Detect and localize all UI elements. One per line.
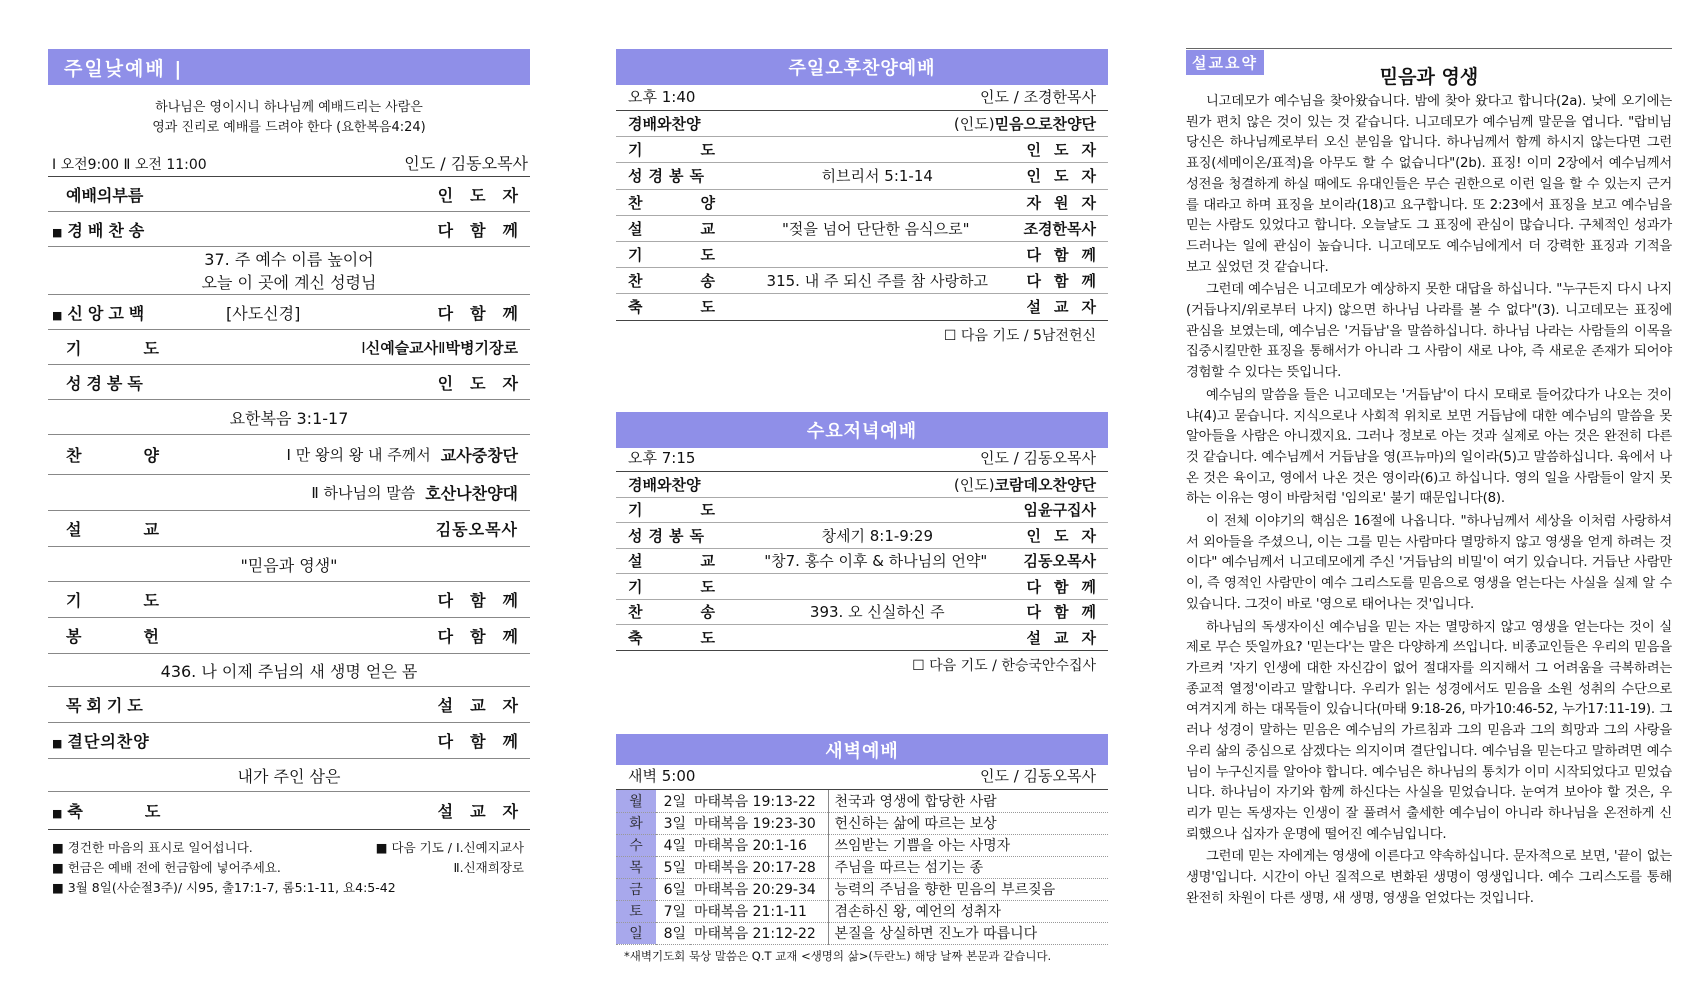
row-label: 예배의부름 (66, 185, 144, 205)
row-right: 코람데오찬양단 (994, 475, 1096, 494)
order-reading (48, 365, 535, 400)
note-2-right: Ⅱ.신재희장로 (453, 860, 524, 875)
wednesday-time-bar (616, 448, 1108, 472)
dawn-day: 금 (616, 878, 656, 900)
dawn-time-bar (616, 765, 1108, 790)
row-right: 설교자 (1026, 298, 1109, 317)
row-right: 인도자 (1026, 167, 1109, 186)
hymn-1-line-1: 37. 주 예수 이름 높이어 (204, 249, 374, 269)
dawn-passage: 마태복음 19:13-22 (690, 790, 828, 812)
bullet-icon: ■ (52, 737, 64, 750)
wednesday-footer: ☐ 다음 기도 / 한승국안수집사 (912, 657, 1096, 674)
dawn-leader: 인도 / 김동오목사 (979, 767, 1096, 785)
order-row (616, 472, 1108, 498)
row-right-prefix: (인도) (953, 115, 995, 134)
dawn-title: 본질을 상실하면 진노가 따릅니다 (828, 922, 1108, 944)
dawn-schedule-table (616, 790, 1108, 945)
row-label: 목회기도 (66, 696, 148, 715)
order-row (616, 549, 1108, 575)
row-label: 축도 (628, 298, 773, 317)
dawn-time: 새벽 5:00 (628, 767, 696, 785)
dawn-date: 3일 (656, 812, 690, 834)
dawn-title: 주님을 따르는 섬기는 종 (828, 856, 1108, 878)
row-right-cell (1024, 499, 1108, 520)
wednesday-time: 오후 7:15 (628, 449, 696, 467)
row-right-cell (1027, 296, 1108, 317)
dawn-passage: 마태복음 21:1-11 (690, 900, 828, 922)
order-prayer (48, 330, 530, 365)
intro-line-1: 하나님은 영이시니 하나님께 예배드리는 사람은 (155, 100, 423, 115)
sermon-title: "믿음과 영생" (48, 547, 530, 582)
row-label: 기도 (66, 591, 221, 610)
row-right: 믿음으로찬양단 (994, 115, 1096, 134)
wednesday-header: 수요저녁예배 (616, 412, 1108, 448)
dawn-date: 2일 (656, 790, 690, 812)
afternoon-time: 오후 1:40 (628, 88, 696, 106)
dawn-day: 토 (616, 900, 656, 922)
prayer-first: 신예슬교사 (365, 338, 439, 357)
dawn-day: 일 (616, 922, 656, 944)
order-row (616, 111, 1108, 137)
order-sermon (48, 511, 530, 547)
dawn-row (616, 834, 1108, 856)
sermon-label: 설교요약 (1186, 50, 1264, 75)
row-right: 다함께 (1026, 603, 1109, 622)
sermon-paragraph: 그런데 예수님은 니고데모가 예상하지 못한 대답을 하십니다. "누구든지 다시 나지(거듭나지/위로부터 나지) 않으면 하나님 나라를 볼 수 없다"(3). 니고데모는 표징에 관심을 보였는데, 예수님은 '거듭남'을 말씀하십니다. 하나님 나라는 사람들의 이목을 집중시킬만한 표징을 통해서가 아니라 그 사람이 새로 나야, 즉 새로운 존재가 되어야 경험할 수 있다는 뜻입니다. (1186, 282, 1672, 381)
row-label: 축도 (628, 628, 773, 647)
order-creed (48, 295, 535, 330)
row-mid: "창7. 홍수 이후 & 하나님의 언약" (764, 552, 988, 571)
row-right-cell (1024, 550, 1108, 571)
prayer-first-marker: Ⅰ (361, 338, 366, 357)
row-label: 찬양 (628, 193, 773, 212)
row-label: 성경봉독 (628, 526, 710, 545)
row-label: 설교 (66, 520, 221, 539)
dawn-row (616, 856, 1108, 878)
row-right: 다함께 (437, 732, 535, 751)
dawn-passage: 마태복음 20:29-34 (690, 878, 828, 900)
dawn-row (616, 812, 1108, 834)
order-prayer-2 (48, 582, 535, 618)
row-label: 찬양 (66, 446, 221, 465)
dawn-row (616, 900, 1108, 922)
dawn-date: 4일 (656, 834, 690, 856)
hymn-2: 436. 나 이제 주님의 새 생명 얻은 몸 (48, 654, 530, 687)
order-benediction (48, 792, 535, 830)
dawn-title: 천국과 영생에 합당한 사람 (828, 790, 1108, 812)
order-offering (48, 618, 535, 654)
sermon-paragraph: 이 전체 이야기의 핵심은 16절에 나옵니다. "하나님께서 세상을 이처럼 사랑하셔서 외아들을 주셨으니, 이는 그를 믿는 사람마다 멸망하지 않고 영생을 얻게 하려는 것이다" 예수님께서 니고데모에게 주신 '거듭남의 비밀'이 여기 있습니다. 거듭난 사람만이, 즉 영적인 사람만이 예수 그리스도를 믿음으로 영생을 얻는다는 사실을 실제 알 수 있습니다. 그것이 바로 '영으로 태어나는 것'입니다. (1186, 514, 1672, 612)
order-row (616, 242, 1108, 268)
order-anthem (48, 435, 530, 475)
note-3: 3월 8일(사순절3주)/ 시95, 출17:1-7, 롬5:1-11, 요4:5-42 (67, 880, 396, 895)
sermon-summary-title: 믿음과 영생 (1379, 66, 1479, 88)
dawn-date: 6일 (656, 878, 690, 900)
row-label: 기도 (628, 141, 773, 160)
dawn-title: 능력의 주님을 향한 믿음의 부르짖음 (828, 878, 1108, 900)
row-mid: Ⅱ 하나님의 말씀 (311, 484, 416, 502)
dawn-day: 수 (616, 834, 656, 856)
row-right: 다함께 (437, 627, 535, 646)
hymn-1-line-2: 오늘 이 곳에 계신 성령님 (201, 272, 377, 292)
row-right: 인도자 (1026, 526, 1109, 545)
row-mid: 393. 오 신실하신 주 (809, 603, 945, 622)
order-row (616, 190, 1108, 216)
service-times (48, 153, 530, 177)
hymn-1 (48, 247, 530, 295)
sermon-body (1186, 92, 1672, 909)
dawn-note: *새벽기도회 묵상 말씀은 Q.T 교재 <생명의 삶>(두란노) 해당 날짜 본문과 같습니다. (624, 948, 1052, 963)
order-row (616, 163, 1108, 189)
row-label: 찬송 (628, 603, 773, 622)
sermon-paragraph: 예수님의 말씀을 들은 니고데모는 '거듭남'이 다시 모태로 들어갔다가 나오는 것이냐(4)고 묻습니다. 지식으로나 사회적 위치로 보면 거듭남에 대한 예수님의 말씀을 못 알아들을 사람은 아니겠지요. 그러나 정보로 아는 것과 실제로 아는 것은 완전히 다른 것 같습니다. 예수님께서 거듭남을 영(프뉴마)의 일이라(5)고 말씀하십니다. 육에서 나온 것은 육이고, 영에서 나온 것은 영이라(6)고 하십니다. 영의 일을 사람들이 알지 못하는 이유는 영이 바람처럼 '임의로' 불기 때문입니다(8). (1186, 387, 1672, 507)
afternoon-time-bar (616, 85, 1108, 111)
afternoon-footer: ☐ 다음 기도 / 5남전헌신 (943, 327, 1096, 344)
note-1: 경건한 마음의 표시로 일어섭니다. (67, 840, 253, 855)
order-row (616, 625, 1108, 651)
row-right-cell (1027, 525, 1108, 546)
row-right: 설교자 (1026, 628, 1109, 647)
intro-verse (48, 98, 530, 144)
order-pastoral-prayer (48, 687, 535, 723)
order-call (48, 177, 535, 212)
afternoon-order (616, 111, 1108, 321)
row-label: 기도 (66, 338, 221, 358)
row-label: 경배와찬양 (628, 475, 701, 494)
sermon-paragraph: 그런데 믿는 자에게는 영생에 이른다고 약속하십니다. 문자적으로 보면, '끝이 없는 생명'입니다. 시간이 아닌 질적으로 변화된 생명이 영생입니다. 예수 그리스도를 통해 완전히 차원이 다른 생명, 새 생명, 영생을 얻었다는 것입니다. (1186, 849, 1672, 906)
row-right: 다함께 (437, 303, 535, 323)
reading-text: 요한복음 3:1-17 (48, 400, 530, 435)
commit-song: 내가 주인 삼은 (48, 759, 530, 792)
row-right: 인도자 (1026, 141, 1109, 160)
dawn-day: 목 (616, 856, 656, 878)
row-right: 다함께 (1026, 272, 1109, 291)
sermon-top-rule (1186, 48, 1672, 49)
row-right-cell (1024, 218, 1108, 239)
bullet-icon: ■ (52, 308, 64, 322)
wednesday-leader: 인도 / 김동오목사 (979, 449, 1096, 467)
row-right-cell (1027, 576, 1108, 597)
dawn-passage: 마태복음 20:1-16 (690, 834, 828, 856)
row-right-cell (1027, 165, 1108, 186)
wednesday-order (616, 472, 1108, 651)
order-row (616, 523, 1108, 549)
bullet-icon: ■ (52, 807, 64, 820)
row-right: 다함께 (1026, 577, 1109, 596)
dawn-passage: 마태복음 19:23-30 (690, 812, 828, 834)
row-mid: 315. 내 주 되신 주를 참 사랑하고 (766, 272, 988, 291)
row-mid: Ⅰ 만 왕의 왕 내 주께서 (286, 446, 431, 464)
row-label: 결단의찬양 (67, 732, 150, 751)
order-row (616, 137, 1108, 163)
row-right: 설교자 (437, 802, 535, 821)
order-commitment (48, 723, 535, 759)
row-label: 봉헌 (66, 627, 221, 646)
row-right-cell (954, 474, 1108, 495)
row-right-prefix: (인도) (953, 475, 995, 494)
dawn-passage: 마태복음 21:12-22 (690, 922, 828, 944)
row-right: 다함께 (1026, 246, 1109, 265)
row-mid: 창세기 8:1-9:29 (821, 526, 933, 545)
dawn-title: 쓰임받는 기쁨을 아는 사명자 (828, 834, 1108, 856)
sunday-afternoon-section (616, 49, 1108, 345)
prayer-second: 박병기장로 (445, 338, 518, 357)
row-mid: 히브리서 5:1-14 (821, 167, 933, 186)
row-label: 찬송 (628, 272, 773, 291)
row-label: 기도 (628, 577, 773, 596)
row-label: 성경봉독 (628, 167, 710, 186)
row-label: 기도 (628, 501, 773, 520)
row-label: 축도 (67, 802, 223, 821)
dawn-row (616, 922, 1108, 944)
bullet-icon: ■ (52, 225, 64, 239)
row-label: 신앙고백 (67, 303, 150, 323)
row-right: 김동오목사 (435, 520, 518, 539)
row-right-cell (1027, 270, 1108, 291)
wednesday-section (616, 412, 1108, 675)
dawn-date: 7일 (656, 900, 690, 922)
note-1-right: ■ 다음 기도 / Ⅰ.신예지교사 (375, 840, 524, 855)
dawn-day: 화 (616, 812, 656, 834)
times-text: Ⅰ 오전9:00 Ⅱ 오전 11:00 (52, 157, 207, 173)
row-right-cell (1027, 601, 1108, 622)
sunday-afternoon-header: 주일오후찬양예배 (616, 49, 1108, 85)
row-right: 설교자 (437, 696, 535, 715)
row-right-cell (1027, 192, 1108, 213)
dawn-section (616, 734, 1108, 964)
row-label: 경배와찬양 (628, 115, 701, 134)
dawn-row (616, 790, 1108, 812)
order-anthem-2 (48, 475, 530, 511)
dawn-row (616, 878, 1108, 900)
order-row (616, 268, 1108, 294)
row-right-cell (1027, 244, 1108, 265)
bullet-icon: ■ (52, 840, 68, 855)
row-right: 자원자 (1026, 193, 1109, 212)
order-row (616, 498, 1108, 524)
row-label: 설교 (628, 219, 773, 238)
leader-text: 인도 / 김동오목사 (404, 154, 528, 173)
sermon-paragraph: 니고데모가 예수님을 찾아왔습니다. 밤에 찾아 왔다고 합니다(2a). 낮에 오기에는 뭔가 편치 않은 것이 있는 것 같습니다. 니고데모가 예수님께 말문을 엽니다. "랍비님 당신은 하나님께로부터 오신 분임을 압니다. 하나님께서 함께 하시지 않는다면 그런 표징(세메이온/표적)을 아무도 할 수 없습니다"(2b). 표징! 이미 2장에서 예수님께서 성전을 청결하게 하실 때에도 유대인들은 무슨 권한으로 이런 일을 할 수 있는지 근거를 대라고 하며 표징을 보이라(18)고 요구합니다. 또 2:23에서 표징을 보고 예수님을 믿는 사람도 있었다고 합니다. 오늘날도 그 표징에 관심이 많습니다. 구체적인 성과가 드러나는 일에 관심이 높습니다. 니고데모도 예수님에게서 더 강력한 표징과 기적을 보고 싶었던 것 같습니다. (1186, 94, 1672, 275)
dawn-date: 8일 (656, 922, 690, 944)
row-label: 경배찬송 (67, 220, 150, 240)
sunday-morning-header: 주일낮예배 | (48, 49, 530, 85)
row-right: 호산나찬양대 (425, 484, 518, 503)
bullet-icon: ■ (52, 860, 68, 875)
row-label: 기도 (628, 246, 773, 265)
order-row (616, 294, 1108, 320)
dawn-title: 헌신하는 삶에 따르는 보상 (828, 812, 1108, 834)
sermon-paragraph: 하나님의 독생자이신 예수님을 믿는 자는 멸망하지 않고 영생을 얻는다는 것이 실제로 무슨 뜻일까요? '믿는다'는 말은 다양하게 쓰입니다. 비종교인들은 우리의 믿음을 가르켜 '자기 인생에 대한 자신감이 없어 절대자를 의지해서 그 어려움을 극복하려는 종교적 열정'이라고 말합니다. 우리가 읽는 성경에서도 믿음을 소원 성취의 수단으로 여겨지게 하는 대목들이 있습니다(마태 9:18-26, 마가10:46-52, 누가17:11-19). 그러나 성경이 말하는 믿음은 예수님의 가르침과 그의 믿음과 그의 희망과 그의 사랑을 우리 삶의 중심으로 삼겠다는 의지이며 결단입니다. 예수님을 믿는다고 말하려면 예수님이 누구신지를 알아야 합니다. 예수님은 하나님의 통치가 이미 시작되었다고 믿었습니다. 하나님이 자기와 함께 하신다는 사실을 믿었습니다. 눈여겨 보아야 할 것은, 우리가 믿는 독생자는 인생이 잘 풀려서 출세한 예수님이 아니라 하나님을 온전하게 신뢰했으나 십자가 운명에 떨어진 예수님입니다. (1186, 619, 1672, 842)
row-right: 김동오목사 (1023, 552, 1096, 571)
row-right: 인도자 (437, 373, 535, 393)
prayer-second-marker: Ⅱ (438, 338, 446, 357)
order-row (616, 600, 1108, 626)
row-label: 설교 (628, 552, 773, 571)
dawn-day: 월 (616, 790, 656, 812)
row-right: 인도자 (437, 185, 535, 205)
row-mid: "젖을 넘어 단단한 음식으로" (782, 219, 970, 238)
row-label: 성경봉독 (66, 373, 148, 393)
dawn-header: 새벽예배 (616, 734, 1108, 765)
note-2: 헌금은 예배 전에 헌금함에 넣어주세요. (67, 860, 281, 875)
order-praise (48, 212, 535, 247)
order-row (616, 216, 1108, 242)
row-right: 조경한목사 (1023, 219, 1096, 238)
dawn-title: 겸손하신 왕, 예언의 성취자 (828, 900, 1108, 922)
row-right: 교사중창단 (440, 446, 518, 465)
row-right: 임윤구집사 (1023, 501, 1096, 520)
notes (48, 838, 530, 898)
dawn-passage: 마태복음 20:17-28 (690, 856, 828, 878)
row-right-cell (954, 113, 1108, 134)
sunday-morning-section (48, 0, 535, 898)
afternoon-leader: 인도 / 조경한목사 (979, 88, 1096, 106)
row-mid: [사도신경] (226, 303, 301, 323)
order-row (616, 574, 1108, 600)
sermon-summary-section (1186, 0, 1672, 909)
intro-line-2: 영과 진리로 예배를 드려야 한다 (요한복음4:24) (152, 120, 426, 135)
row-right-cell (1027, 627, 1108, 648)
dawn-date: 5일 (656, 856, 690, 878)
bullet-icon: ■ (52, 880, 68, 895)
row-right-cell (1027, 139, 1108, 160)
row-right: 다함께 (437, 591, 535, 610)
row-right: 다함께 (437, 220, 535, 240)
